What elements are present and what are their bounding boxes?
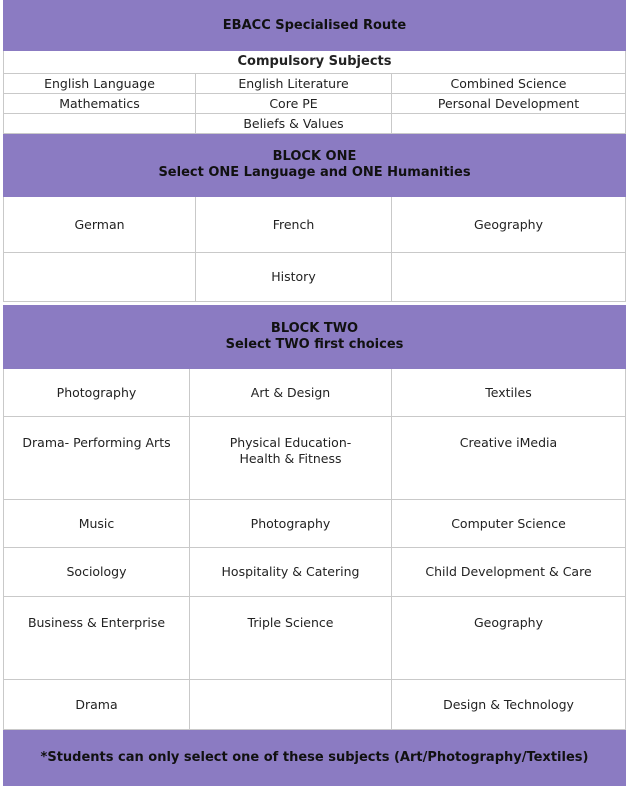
block-one-instruction: Select ONE Language and ONE Humanities (158, 165, 471, 180)
compulsory-row (4, 94, 626, 114)
block-one-row (4, 253, 626, 302)
subject-cell (4, 114, 196, 134)
option-cell: Drama- Performing Arts (4, 417, 190, 500)
block-two-header-row (4, 306, 626, 369)
option-cell: French (196, 197, 392, 253)
block-one-header-row (4, 134, 626, 197)
route-title: EBACC Specialised Route (4, 1, 626, 51)
option-cell: Child Development & Care (392, 548, 626, 597)
option-cell: Music (4, 500, 190, 548)
option-cell: Creative iMedia (392, 417, 626, 500)
option-cell (392, 253, 626, 302)
subject-cell (392, 114, 626, 134)
compulsory-row (4, 74, 626, 94)
option-cell: Geography (392, 197, 626, 253)
subject-cell: English Language (4, 74, 196, 94)
option-cell: Design & Technology (392, 680, 626, 730)
compulsory-and-block-one-table (3, 0, 626, 302)
option-cell: Geography (392, 597, 626, 680)
block-two-row (4, 548, 626, 597)
option-cell: Business & Enterprise (4, 597, 190, 680)
option-cell: Textiles (392, 369, 626, 417)
block-two-row (4, 500, 626, 548)
subject-cell: Personal Development (392, 94, 626, 114)
subject-cell: Beliefs & Values (196, 114, 392, 134)
compulsory-heading: Compulsory Subjects (4, 51, 626, 74)
route-title-row (4, 1, 626, 51)
footnote-row (4, 730, 626, 786)
block-two-row (4, 680, 626, 730)
option-cell: Photography (190, 500, 392, 548)
option-cell (4, 253, 196, 302)
block-two-table (3, 305, 626, 786)
option-cell: Sociology (4, 548, 190, 597)
block-two-title: BLOCK TWO (270, 321, 359, 336)
compulsory-heading-row (4, 51, 626, 74)
footnote: *Students can only select one of these subjects (Art/Photography/Textiles) (4, 730, 626, 786)
block-two-row (4, 597, 626, 680)
option-cell: Drama (4, 680, 190, 730)
option-line: Health & Fitness (239, 451, 342, 466)
option-cell: Triple Science (190, 597, 392, 680)
option-cell: Art & Design (190, 369, 392, 417)
option-line: Physical Education- (229, 435, 352, 450)
block-one-row (4, 197, 626, 253)
option-cell: German (4, 197, 196, 253)
block-two-instruction: Select TWO first choices (225, 337, 404, 352)
subject-cell: Combined Science (392, 74, 626, 94)
block-two-header (4, 306, 626, 369)
block-two-row (4, 369, 626, 417)
option-cell: Hospitality & Catering (190, 548, 392, 597)
option-cell (190, 417, 392, 500)
option-cell: History (196, 253, 392, 302)
option-cell: Computer Science (392, 500, 626, 548)
subject-cell: Core PE (196, 94, 392, 114)
option-cell: Photography (4, 369, 190, 417)
subject-cell: Mathematics (4, 94, 196, 114)
option-cell (190, 680, 392, 730)
subject-cell: English Literature (196, 74, 392, 94)
block-two-row (4, 417, 626, 500)
compulsory-row (4, 114, 626, 134)
block-one-header (4, 134, 626, 197)
block-one-title: BLOCK ONE (272, 149, 357, 164)
